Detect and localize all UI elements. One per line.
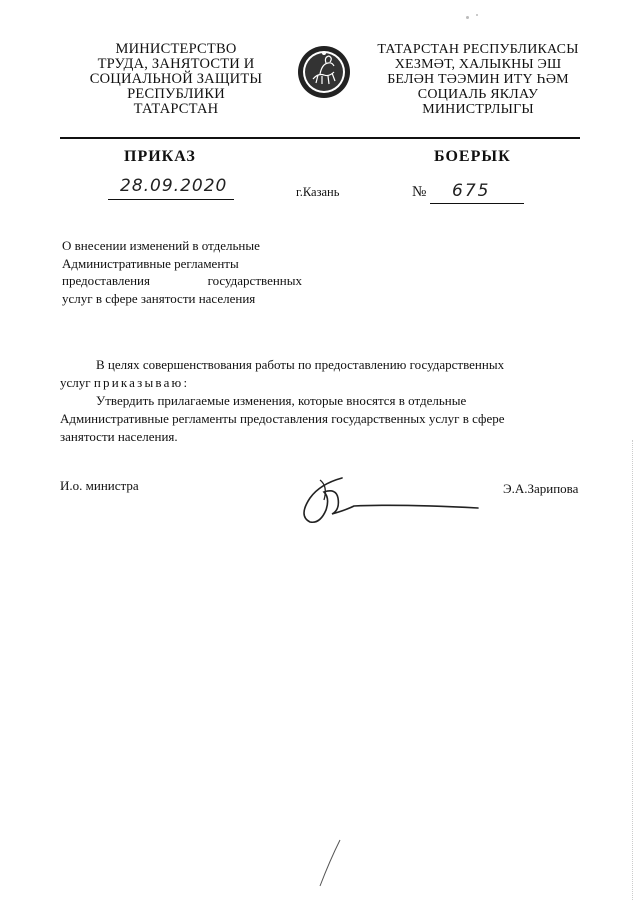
handwritten-signature bbox=[280, 470, 480, 530]
ministry-tt-line: СОЦИАЛЬ ЯКЛАУ bbox=[417, 87, 539, 102]
scan-margin-artifact bbox=[632, 440, 635, 900]
order-title-tatar: БОЕРЫК bbox=[434, 148, 511, 165]
ministry-name-russian bbox=[74, 42, 278, 117]
body-line: Административные регламенты предоставления государственных услуг в сфере bbox=[60, 411, 505, 426]
body-word: услуг bbox=[60, 375, 91, 390]
subject-line: О внесении изменений в отдельные bbox=[62, 238, 260, 253]
ministry-ru-line: МИНИСТЕРСТВО bbox=[115, 41, 237, 57]
subject-word: предоставления bbox=[62, 273, 150, 288]
ministry-name-tatar bbox=[362, 42, 594, 117]
ministry-ru-line: СОЦИАЛЬНОЙ ЗАЩИТЫ bbox=[89, 71, 263, 87]
header-divider bbox=[60, 137, 580, 139]
order-city: г.Казань bbox=[296, 185, 340, 199]
ministry-tt-line: МИНИСТРЛЫГЫ bbox=[422, 102, 534, 117]
signer-title: И.о. министра bbox=[60, 478, 139, 493]
ministry-tt-line: ХЕЗМӘТ, ХАЛЫКНЫ ЭШ bbox=[394, 57, 562, 72]
subject-line: Административные регламенты bbox=[62, 255, 239, 271]
number-underline bbox=[430, 203, 524, 204]
scan-speck bbox=[476, 14, 478, 16]
order-subject bbox=[62, 237, 302, 307]
body-line: В целях совершенствования работы по предоставлению государственных bbox=[96, 357, 505, 372]
ministry-ru-line: ТРУДА, ЗАНЯТОСТИ И bbox=[97, 56, 255, 72]
ministry-ru-line: ТАТАРСТАН bbox=[133, 101, 219, 117]
date-underline bbox=[108, 199, 234, 200]
order-body bbox=[60, 356, 592, 446]
number-sign: № bbox=[412, 184, 427, 200]
tatarstan-coat-of-arms-icon bbox=[296, 42, 352, 102]
signer-name: Э.А.Зарипова bbox=[503, 481, 579, 496]
ministry-ru-line: РЕСПУБЛИКИ bbox=[127, 86, 225, 102]
scan-speck bbox=[466, 16, 469, 19]
scan-stray-mark bbox=[316, 838, 346, 888]
subject-line bbox=[62, 272, 302, 290]
ministry-tt-line: ТАТАРСТАН РЕСПУБЛИКАСЫ bbox=[377, 42, 579, 57]
order-directive: приказываю: bbox=[93, 375, 190, 390]
order-number: 675 bbox=[452, 181, 491, 201]
body-line bbox=[60, 374, 592, 392]
ministry-tt-line: БЕЛӘН ТӘЭМИН ИТҮ ҺӘМ bbox=[387, 72, 569, 87]
order-date: 28.09.2020 bbox=[120, 176, 228, 196]
subject-word: государственных bbox=[207, 273, 302, 288]
subject-line: услуг в сфере занятости населения bbox=[62, 290, 256, 306]
body-line: занятости населения. bbox=[60, 429, 178, 444]
order-title-russian: ПРИКАЗ bbox=[124, 148, 196, 165]
body-line: Утвердить прилагаемые изменения, которые вносятся в отдельные bbox=[96, 393, 467, 408]
